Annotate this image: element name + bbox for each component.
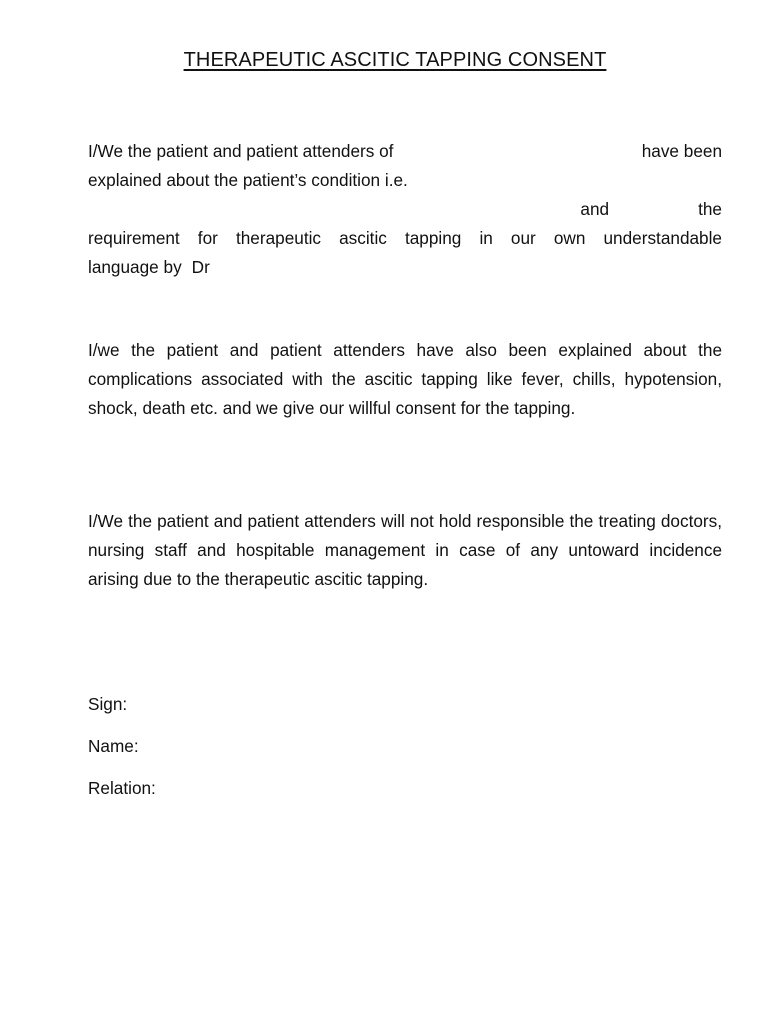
paragraph-line <box>88 195 722 224</box>
text-patient-attenders-of: I/We the patient and patient attenders of <box>88 141 394 161</box>
text-the: the <box>698 199 722 219</box>
paragraph-complications: I/we the patient and patient attenders have also been explained about the complications associated with the ascitic tapping like fever, chills, hypotension, shock, death etc. and we give our willful consent for the tapping. <box>88 340 722 418</box>
text-have-been: have been <box>641 141 722 161</box>
text-patient-condition: explained about the patient’s condition i.e. <box>88 170 408 190</box>
sign-field-label: Sign: <box>88 694 128 714</box>
relation-field-label: Relation: <box>88 778 156 798</box>
name-field-label: Name: <box>88 736 139 756</box>
paragraph-explanation <box>88 137 722 282</box>
text-and: and <box>580 199 610 219</box>
paragraph-responsibility: I/We the patient and patient attenders will not hold responsible the treating doctors, nursing staff and hospitable management in case of any untoward incidence arising due to the therapeutic ascitic tapping. <box>88 511 722 589</box>
text-dr: Dr <box>191 257 210 277</box>
paragraph-line <box>88 137 722 166</box>
paragraph-line <box>88 166 722 195</box>
text-language-by: language by <box>88 257 182 277</box>
paragraph-line <box>88 224 722 253</box>
text-requirement: requirement for therapeutic ascitic tapping in our own understandable <box>88 228 722 248</box>
document-title: THERAPEUTIC ASCITIC TAPPING CONSENT <box>183 49 607 71</box>
paragraph-line <box>88 253 722 282</box>
